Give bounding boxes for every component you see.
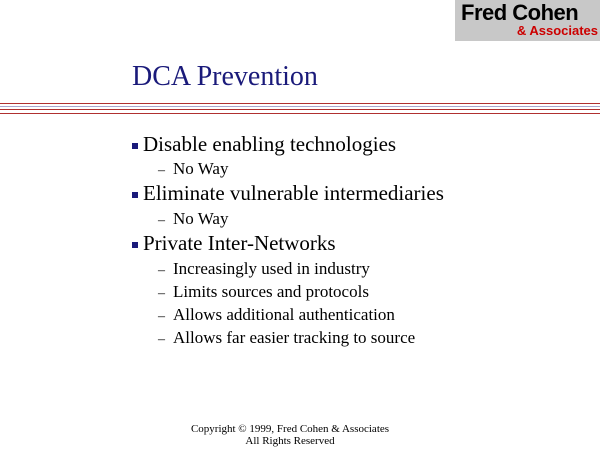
sub-bullet-text: No Way <box>173 209 229 228</box>
bullet-item <box>132 132 396 156</box>
bullet-text: Eliminate vulnerable intermediaries <box>143 181 444 205</box>
sub-bullet-text: No Way <box>173 159 229 178</box>
dash-icon: – <box>158 213 165 228</box>
square-bullet-icon <box>132 242 138 248</box>
sub-bullet-item <box>158 259 370 281</box>
dash-icon: – <box>158 332 165 347</box>
dash-icon: – <box>158 263 165 278</box>
bullet-text: Disable enabling technologies <box>143 132 397 156</box>
square-bullet-icon <box>132 192 138 198</box>
logo-subtitle: & Associates <box>516 23 598 38</box>
sub-bullet-item <box>158 328 415 350</box>
sub-bullet-item <box>158 282 369 304</box>
sub-bullet-text: Allows additional authentication <box>173 305 395 324</box>
bullet-item <box>132 181 444 205</box>
sub-bullet-text: Increasingly used in industry <box>173 259 370 278</box>
slide-title: DCA Prevention <box>132 61 318 92</box>
dash-icon: – <box>158 286 165 301</box>
sub-bullet-item <box>158 159 228 181</box>
copyright-text: Copyright © 1999, Fred Cohen & Associates <box>190 423 390 435</box>
sub-bullet-item <box>158 209 228 231</box>
sub-bullet-text: Allows far easier tracking to source <box>173 328 416 347</box>
dash-icon: – <box>158 163 165 178</box>
square-bullet-icon <box>132 143 138 149</box>
sub-bullet-item <box>158 305 395 327</box>
bullet-item <box>132 231 336 255</box>
logo-name: Fred Cohen <box>461 0 579 25</box>
sub-bullet-text: Limits sources and protocols <box>173 282 369 301</box>
rights-text: All Rights Reserved <box>245 435 335 447</box>
copyright-footer <box>150 423 430 447</box>
bullet-text: Private Inter-Networks <box>143 231 336 255</box>
dash-icon: – <box>158 309 165 324</box>
